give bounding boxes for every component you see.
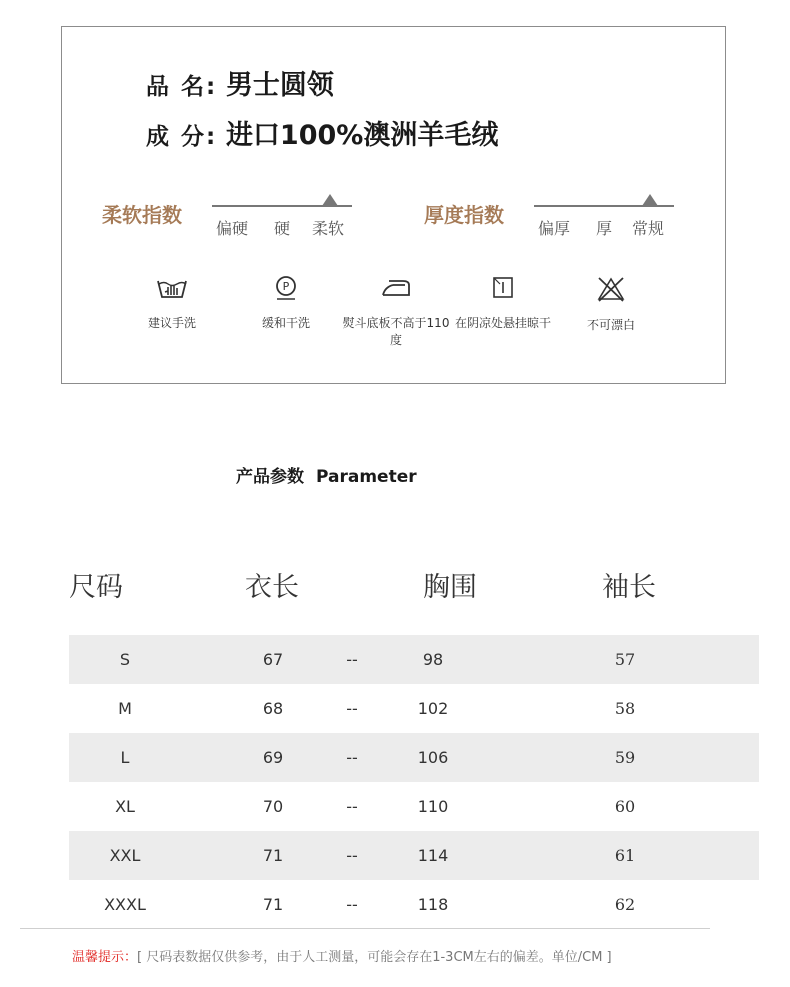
footer-divider <box>20 928 710 929</box>
cell-sleeve: 58 <box>614 699 636 718</box>
care-hand-wash <box>117 275 227 332</box>
product-name-value: 男士圆领 <box>225 70 334 101</box>
thickness-tick: 厚 <box>596 219 613 238</box>
cell-size: XL <box>115 797 135 816</box>
no-bleach-icon <box>596 275 626 303</box>
cell-separator: -- <box>346 797 358 816</box>
cell-size: XXL <box>109 846 141 865</box>
care-caption: 在阴凉处悬挂晾干 <box>454 316 551 330</box>
table-row <box>69 782 759 831</box>
tip-label: 温馨提示： <box>72 950 138 965</box>
cell-chest: 114 <box>417 846 449 865</box>
care-iron-low <box>341 275 451 349</box>
product-name-line <box>146 63 334 102</box>
cell-length: 71 <box>262 895 284 914</box>
softness-tick: 柔软 <box>312 219 345 238</box>
cell-chest: 110 <box>417 797 449 816</box>
care-gentle-dry-clean <box>231 275 341 332</box>
cell-chest: 106 <box>417 748 449 767</box>
cell-chest: 118 <box>417 895 449 914</box>
cell-length: 69 <box>262 748 284 767</box>
cell-length: 68 <box>262 699 284 718</box>
thickness-tick: 常规 <box>632 219 665 238</box>
parameter-title-cn: 产品参数 <box>236 467 304 487</box>
care-caption: 缓和干洗 <box>261 316 310 330</box>
header-sleeve: 袖长 <box>602 572 656 603</box>
softness-label: 柔软指数 <box>102 203 182 227</box>
cell-size: L <box>120 748 130 767</box>
header-size: 尺码 <box>69 572 123 603</box>
cell-separator: -- <box>346 748 358 767</box>
tip-note <box>72 946 612 965</box>
product-name-key: 品 名: <box>146 74 218 100</box>
shade-line-dry-icon <box>490 275 516 301</box>
gentle-dry-clean-icon <box>273 275 299 301</box>
cell-length: 71 <box>262 846 284 865</box>
parameter-title-en: Parameter <box>316 467 417 487</box>
care-caption: 建议手洗 <box>147 316 196 330</box>
cell-length: 70 <box>262 797 284 816</box>
thickness-label: 厚度指数 <box>424 203 504 227</box>
cell-separator: -- <box>346 895 358 914</box>
product-info-card <box>61 26 726 384</box>
cell-separator: -- <box>346 699 358 718</box>
header-length: 衣长 <box>245 572 299 603</box>
care-no-bleach <box>556 275 666 334</box>
table-row <box>69 880 759 929</box>
tip-text: [ 尺码表数据仅供参考，由于人工测量，可能会存在1-3CM左右的偏差。单位/CM ] <box>137 950 612 965</box>
softness-tick: 偏硬 <box>216 219 249 238</box>
svg-text:P: P <box>282 280 290 293</box>
care-caption: 不可漂白 <box>586 318 635 332</box>
cell-sleeve: 61 <box>614 846 636 865</box>
cell-length: 67 <box>262 650 284 669</box>
cell-sleeve: 62 <box>614 895 636 914</box>
material-value: 进口100%澳洲羊毛绒 <box>225 120 499 151</box>
cell-size: S <box>119 650 131 669</box>
thickness-indicator-icon <box>642 194 658 206</box>
thickness-tick: 偏厚 <box>538 219 571 238</box>
cell-size: M <box>118 699 132 718</box>
cell-size: XXXL <box>104 895 146 914</box>
thickness-scale <box>534 202 674 242</box>
table-row <box>69 684 759 733</box>
iron-low-icon <box>379 275 413 301</box>
header-chest: 胸围 <box>423 572 477 603</box>
table-row <box>69 831 759 880</box>
softness-tick: 硬 <box>274 219 291 238</box>
cell-sleeve: 59 <box>614 748 636 767</box>
material-line <box>146 113 498 152</box>
softness-indicator-icon <box>322 194 338 206</box>
cell-separator: -- <box>346 650 358 669</box>
hand-wash-icon <box>155 275 189 301</box>
parameter-title <box>236 462 417 487</box>
cell-sleeve: 57 <box>614 650 636 669</box>
care-caption: 熨斗底板不高于110度 <box>342 316 450 347</box>
cell-chest: 98 <box>422 650 444 669</box>
cell-separator: -- <box>346 846 358 865</box>
table-row <box>69 733 759 782</box>
cell-sleeve: 60 <box>614 797 636 816</box>
care-shade-line-dry <box>448 275 558 332</box>
cell-chest: 102 <box>417 699 449 718</box>
material-key: 成 分: <box>146 124 218 150</box>
table-row <box>69 635 759 684</box>
softness-scale <box>212 202 352 242</box>
